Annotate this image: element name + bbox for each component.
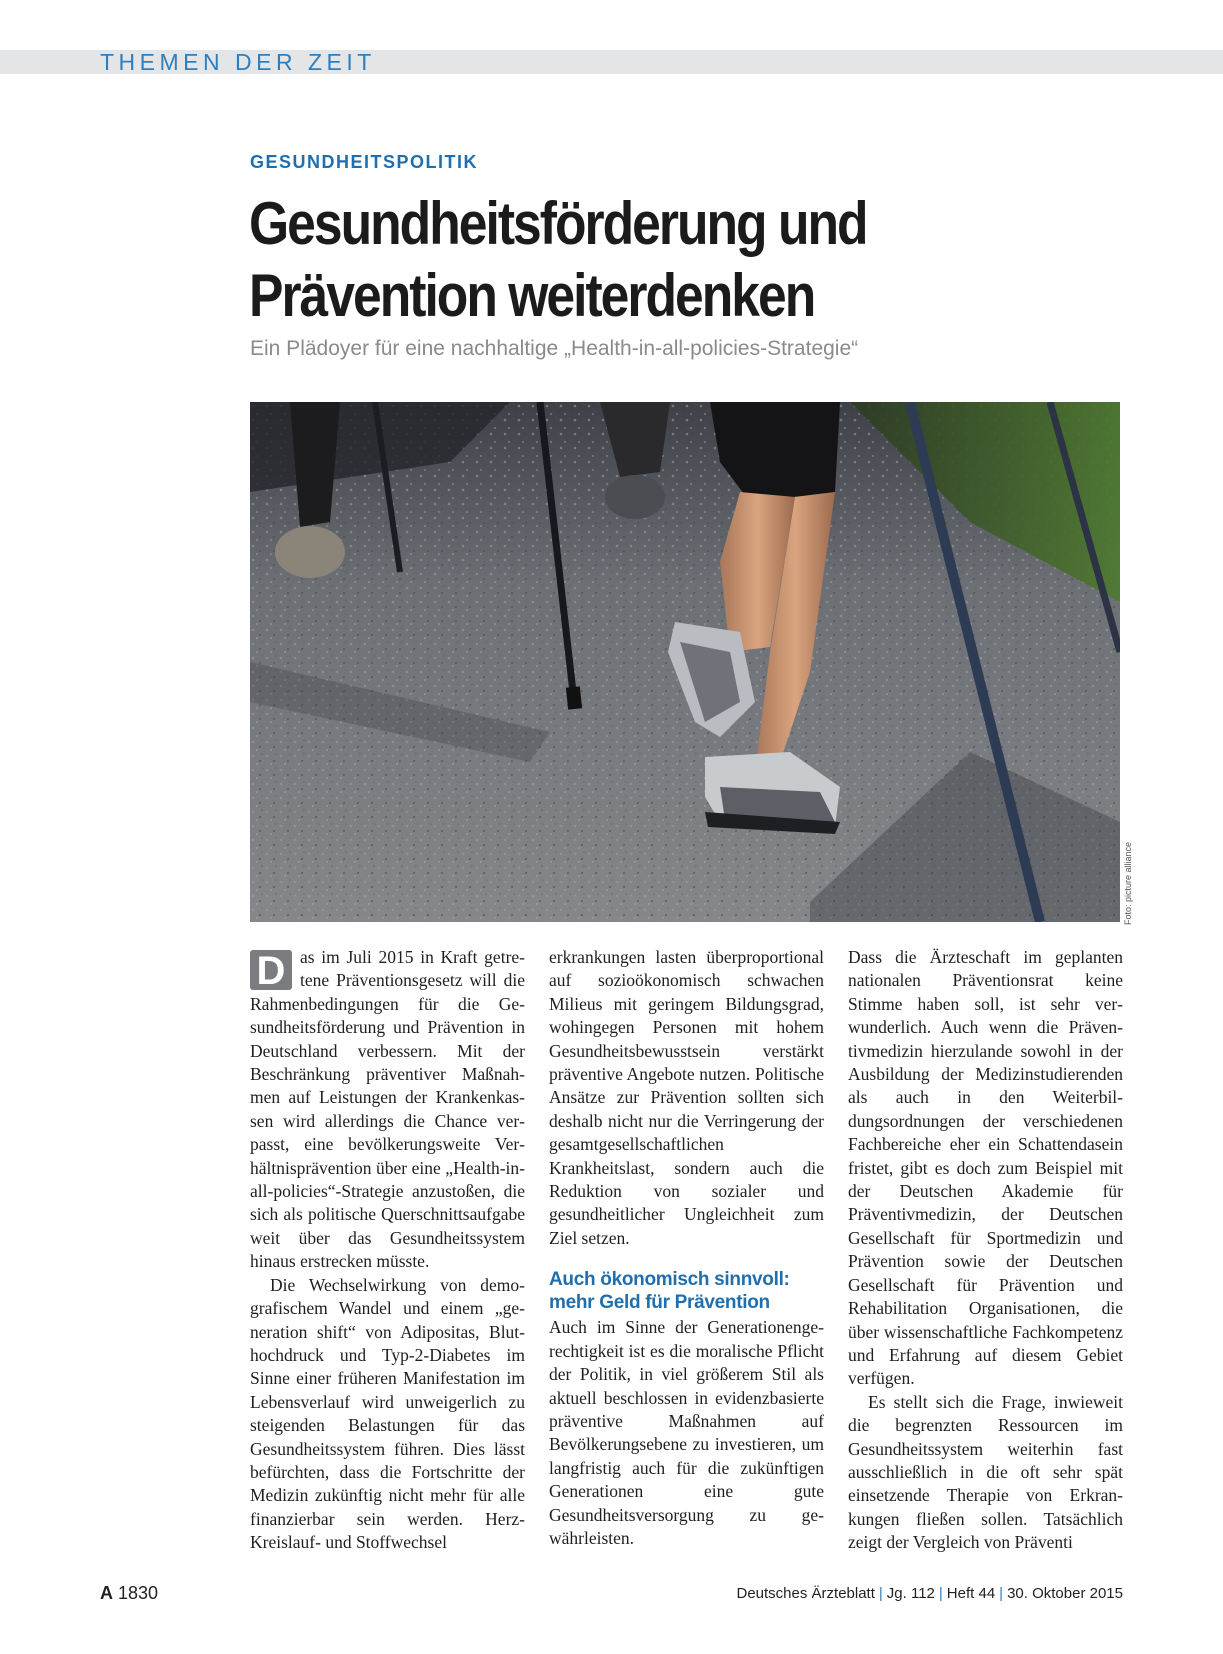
paragraph: Dass die Ärzteschaft im geplanten nationalen Präventionsrat keine Stimme haben soll, ist sehr verwunderlich. Auch wenn die Präventivmedizin hierzulande sowohl in der Ausbildung der Medizinstudierenden als auch in den Weiterbildungsordnungen der verschiedenen Fachbereiche eher ein Schattendasein fristet, gibt es doch zum Beispiel mit der Deutschen Akademie für Präventivmedizin, der Deutschen Gesellschaft für Sportmedizin und Prävention sowie der Deutschen Gesellschaft für Prävention und Rehabilitation Organisationen, die über wissenschaftliche Fachkompetenz und Erfahrung auf diesem Gebiet verfügen. (848, 947, 1123, 1389)
separator: | (878, 1585, 883, 1602)
paragraph (250, 946, 525, 1274)
text-column-2 (549, 946, 824, 1550)
page-number-value: 1830 (118, 1583, 159, 1603)
article-photo-nordic-walking (250, 402, 1120, 922)
article-title (249, 188, 867, 332)
section-subheading (549, 1268, 824, 1314)
journal-volume: Jg. 112 (886, 1585, 935, 1602)
separator: | (999, 1585, 1004, 1602)
paragraph-text: as im Juli 2015 in Kraft getretene Präventionsgesetz will die Rahmenbedingungen für die Gesundheitsförderung und Prävention in Deutschland verbessern. Mit der Beschränkung präventiver Maßnahmen auf Leistungen der Krankenkassen wird allerdings die Chance verpasst, eine bevölkerungsweite Verhältnisprävention über eine „Health-in-all-policies“-Strategie anzustoßen, die sich als politische Querschnittsaufgabe weit über das Gesundheitssystem hinaus erstrecken müsste. (250, 947, 525, 1272)
article-title-line-2: Prävention weiterdenken (249, 262, 815, 329)
section-label: THEMEN DER ZEIT (100, 49, 376, 75)
separator: | (938, 1585, 943, 1602)
text-column-3 (848, 946, 1123, 1555)
drop-cap: D (250, 950, 292, 990)
article-kicker: GESUNDHEITSPOLITIK (250, 152, 479, 172)
subheading-line-1: Auch ökonomisch sinnvoll: (549, 1269, 790, 1291)
journal-name: Deutsches Ärzteblatt (736, 1585, 875, 1602)
article-subtitle: Ein Plädoyer für eine nachhaltige „Health-in-all-policies-Strategie“ (250, 337, 859, 360)
journal-date: 30. Oktober 2015 (1007, 1585, 1123, 1602)
subheading-line-2: mehr Geld für Prävention (549, 1292, 770, 1314)
page-prefix: A (100, 1583, 113, 1603)
paragraph: Die Wechselwirkung von demografischem Wandel und einem „generation shift“ von Adipositas, Bluthochdruck und Typ-2-Diabetes im Sinne einer früheren Manifestation im Lebensverlauf wird unweigerlich zu steigenden Belastungen für das Gesundheitssystem führen. Dies lässt befürchten, dass die Fortschritte der Medizin zukünftig nicht mehr für alle finanzierbar sein werden. Herz-Kreislauf- und Stoffwechsel (250, 1274, 525, 1553)
journal-issue: Heft 44 (946, 1585, 996, 1602)
page-number (100, 1583, 158, 1604)
article-title-line-1: Gesundheitsförderung und (249, 190, 867, 257)
journal-reference (736, 1585, 1123, 1602)
paragraph: erkrankungen lasten überproportional auf sozioökonomisch schwachen Milieus mit geringem Bildungsgrad, wohingegen Personen mit hohem Gesundheitsbewusstsein verstärkt präventive Angebote nutzen. Politische Ansätze zur Prävention sollten sich deshalb nicht nur die Verringerung der gesamtgesellschaftlichen Krankheitslast, sondern auch die Reduktion von sozialer und gesundheitlicher Ungleichheit zum Ziel setzen. (549, 947, 824, 1248)
paragraph: Es stellt sich die Frage, inwieweit die begrenzten Ressourcen im Gesundheitssystem weiterhin fast ausschließlich in die oft sehr spät einsetzende Therapie von Erkrankungen fließen sollen. Tatsächlich zeigt der Vergleich von Präventi (848, 1391, 1123, 1553)
paragraph: Auch im Sinne der Generationengerechtigkeit ist es die moralische Pflicht der Politik, in viel größerem Stil als aktuell beschlossen in evidenzbasierte präventive Maßnahmen auf Bevölkerungsebene zu investieren, um langfristig auch für die zukünftigen Generationen eine gute Gesundheitsversorgung zu gewährleisten. (549, 1317, 824, 1548)
text-column-1 (250, 946, 525, 1555)
photo-credit: Foto: picture alliance (1123, 841, 1133, 925)
photo-illustration (250, 402, 1120, 922)
